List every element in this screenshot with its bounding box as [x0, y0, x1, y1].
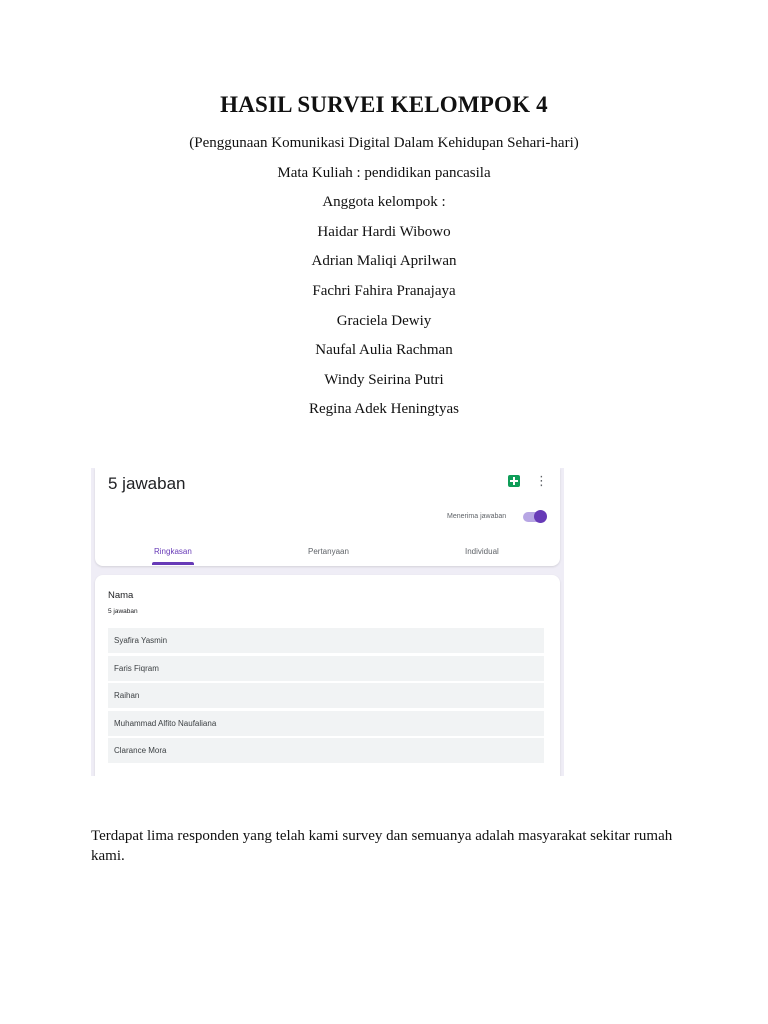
document-subtitle: (Penggunaan Komunikasi Digital Dalam Kehidupan Sehari-hari): [189, 135, 579, 151]
more-options-icon[interactable]: ⋮: [535, 473, 548, 488]
active-tab-indicator: [152, 562, 194, 565]
member-name: Regina Adek Heningtyas: [309, 401, 459, 418]
member-name: Haidar Hardi Wibowo: [317, 223, 451, 240]
member-name: Graciela Dewiy: [336, 312, 432, 329]
question-title: Nama: [108, 590, 134, 601]
tab-individual[interactable]: Individual: [465, 547, 499, 556]
members-heading: Anggota kelompok :: [322, 194, 446, 211]
header-block: [0, 129, 768, 425]
answer-list: [108, 628, 544, 766]
question-summary-card: [95, 575, 560, 776]
document-title: HASIL SURVEI KELOMPOK 4: [220, 92, 548, 117]
member-name: Windy Seirina Putri: [324, 371, 444, 388]
course-line: Mata Kuliah : pendidikan pancasila: [277, 164, 491, 181]
sheets-icon[interactable]: [508, 475, 520, 487]
conclusion-paragraph: Terdapat lima responden yang telah kami survey dan semuanya adalah masyarakat sekitar rumah kami.: [91, 828, 673, 864]
accepting-responses-label: Menerima jawaban: [447, 513, 507, 520]
tab-questions[interactable]: Pertanyaan: [308, 547, 349, 556]
member-name: Fachri Fahira Pranajaya: [312, 282, 456, 299]
answer-item: Faris Fiqram: [108, 656, 544, 681]
answer-item: Syafira Yasmin: [108, 628, 544, 653]
accepting-responses-toggle[interactable]: [523, 512, 545, 522]
form-responses-screenshot: [91, 468, 564, 776]
response-count: 5 jawaban: [108, 474, 186, 493]
member-name: Adrian Maliqi Aprilwan: [311, 253, 457, 270]
tab-summary[interactable]: Ringkasan: [154, 547, 192, 556]
member-name: Naufal Aulia Rachman: [315, 342, 453, 359]
responses-header-card: [95, 468, 560, 566]
toggle-knob: [534, 510, 547, 523]
answer-item: Muhammad Alfito Naufaliana: [108, 711, 544, 736]
question-response-count: 5 jawaban: [108, 608, 138, 615]
answer-item: Clarance Mora: [108, 738, 544, 763]
answer-item: Raihan: [108, 683, 544, 708]
